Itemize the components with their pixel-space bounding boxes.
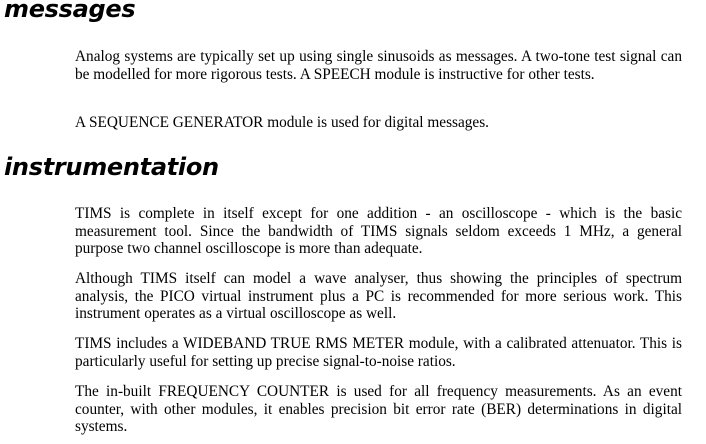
paragraph-instrumentation-rms-meter: TIMS includes a WIDEBAND TRUE RMS METER module, with a calibrated attenuator. This is particularly useful for setting up precise signal-to-noise ratios. xyxy=(75,335,682,370)
paragraph-instrumentation-frequency-counter: The in-built FREQUENCY COUNTER is used for all frequency measurements. As an event counter, with other modules, it enables precision bit error rate (BER) determinations in digital systems. xyxy=(75,383,682,436)
section-heading-messages: messages xyxy=(4,0,136,23)
paragraph-messages-sequence: A SEQUENCE GENERATOR module is used for digital messages. xyxy=(75,114,489,131)
paragraph-instrumentation-oscilloscope: TIMS is complete in itself except for one addition - an oscilloscope - which is the basic measurement tool. Since the bandwidth of TIMS signals seldom exceeds 1 MHz, a general purpose two channel oscilloscope is more than adequate. xyxy=(75,205,682,258)
paragraph-instrumentation-wave-analyser: Although TIMS itself can model a wave analyser, thus showing the principles of spectrum analysis, the PICO virtual instrument plus a PC is recommended for more serious work. This instrument operates as a virtual oscilloscope as well. xyxy=(75,270,682,323)
paragraph-messages-analog: Analog systems are typically set up using single sinusoids as messages. A two-tone test signal can be modelled for more rigorous tests. A SPEECH module is instructive for other tests. xyxy=(75,48,682,83)
section-heading-instrumentation: instrumentation xyxy=(4,153,219,181)
